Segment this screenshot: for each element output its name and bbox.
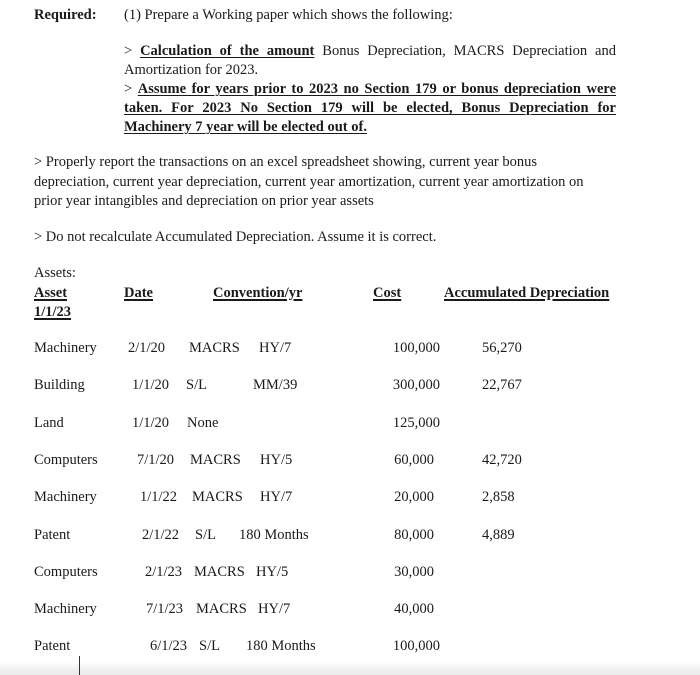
cell-cost: 300,000 — [392, 377, 440, 393]
required-label: Required: — [34, 7, 97, 23]
cell-cost: 125,000 — [392, 415, 440, 431]
cell-method: MACRS — [196, 601, 247, 617]
cell-date: 1/1/20 — [132, 377, 170, 393]
cell-convention: 180 Months — [246, 638, 316, 654]
cell-date: 7/1/23 — [146, 601, 184, 617]
cell-date: 2/1/23 — [145, 564, 183, 580]
bullet-calculation-emphasis: Calculation of the amount — [140, 43, 315, 59]
cell-cost: 40,000 — [394, 601, 434, 617]
cell-method: S/L — [186, 377, 207, 393]
cell-method: MACRS — [190, 452, 241, 468]
cell-accumulated-depreciation: 56,270 — [482, 340, 522, 356]
bullet-assumption — [124, 80, 616, 137]
instruction-heading: (1) Prepare a Working paper which shows the following: — [124, 7, 453, 23]
bullet-marker: > — [124, 43, 141, 59]
column-header-asset-date: 1/1/23 — [34, 304, 72, 320]
cell-date: 2/1/22 — [142, 527, 180, 543]
cell-accumulated-depreciation: 42,720 — [482, 452, 522, 468]
cell-convention: HY/5 — [260, 452, 293, 468]
cell-asset: Patent — [34, 638, 71, 654]
bullet-calculation — [124, 42, 616, 80]
report-instructions — [34, 153, 614, 212]
cell-cost: 80,000 — [394, 527, 434, 543]
cell-asset: Computers — [34, 452, 98, 468]
cell-method: MACRS — [194, 564, 245, 580]
cell-cost: 100,000 — [392, 340, 440, 356]
column-header-convention: Convention/yr — [213, 285, 303, 301]
column-header-date: Date — [124, 285, 153, 301]
column-header-cost: Cost — [373, 285, 402, 301]
cell-date: 2/1/20 — [128, 340, 166, 356]
cell-cost: 60,000 — [394, 452, 434, 468]
cell-date: 1/1/20 — [132, 415, 170, 431]
cell-method: None — [187, 415, 219, 431]
column-header-accumulated-depreciation: Accumulated Depreciation — [444, 285, 610, 301]
cell-asset: Building — [34, 377, 85, 393]
cell-asset: Machinery — [34, 489, 97, 505]
cell-cost: 100,000 — [392, 638, 440, 654]
cell-asset: Computers — [34, 564, 98, 580]
column-header-asset: Asset — [34, 285, 68, 301]
cell-asset: Land — [34, 415, 64, 431]
cell-convention: 180 Months — [239, 527, 309, 543]
cell-cost: 30,000 — [394, 564, 434, 580]
text-cursor[interactable] — [79, 656, 80, 675]
cell-date: 6/1/23 — [150, 638, 188, 654]
requirements-bullets — [124, 42, 616, 137]
cell-method: S/L — [195, 527, 216, 543]
recalc-instruction: > Do not recalculate Accumulated Depreciation. Assume it is correct. — [34, 229, 437, 245]
page-bottom-edge — [0, 662, 700, 675]
cell-convention: HY/7 — [260, 489, 293, 505]
cell-accumulated-depreciation: 2,858 — [482, 489, 515, 505]
cell-asset: Patent — [34, 527, 71, 543]
cell-asset: Machinery — [34, 340, 97, 356]
cell-accumulated-depreciation: 4,889 — [482, 527, 515, 543]
cell-convention: HY/7 — [259, 340, 292, 356]
bullet-marker: > — [124, 81, 138, 97]
cell-cost: 20,000 — [394, 489, 434, 505]
assets-label: Assets: — [34, 265, 76, 281]
cell-method: MACRS — [192, 489, 243, 505]
bullet-calculation-text: Bonus Depreciation, MACRS Depreciation and Amortization for 2023. — [124, 43, 616, 78]
cell-method: S/L — [199, 638, 220, 654]
cell-method: MACRS — [189, 340, 240, 356]
report-instructions-text: > Properly report the transactions on an excel spreadsheet showing, current year bonus depreciation, current year depreciation, current year amortization, current year amortization on prior year intangibles and depreciation on prior year assets — [34, 154, 584, 209]
cell-date: 7/1/20 — [137, 452, 175, 468]
cell-asset: Machinery — [34, 601, 97, 617]
cell-accumulated-depreciation: 22,767 — [482, 377, 522, 393]
cell-convention: MM/39 — [253, 377, 298, 393]
cell-convention: HY/5 — [256, 564, 289, 580]
cell-convention: HY/7 — [258, 601, 291, 617]
bullet-assumption-text: Assume for years prior to 2023 no Section 179 or bonus depreciation were taken. For 2023 No Section 179 will be elected, Bonus Depreciation for Machinery 7 year will be elected out of. — [124, 81, 616, 135]
cell-date: 1/1/22 — [140, 489, 178, 505]
